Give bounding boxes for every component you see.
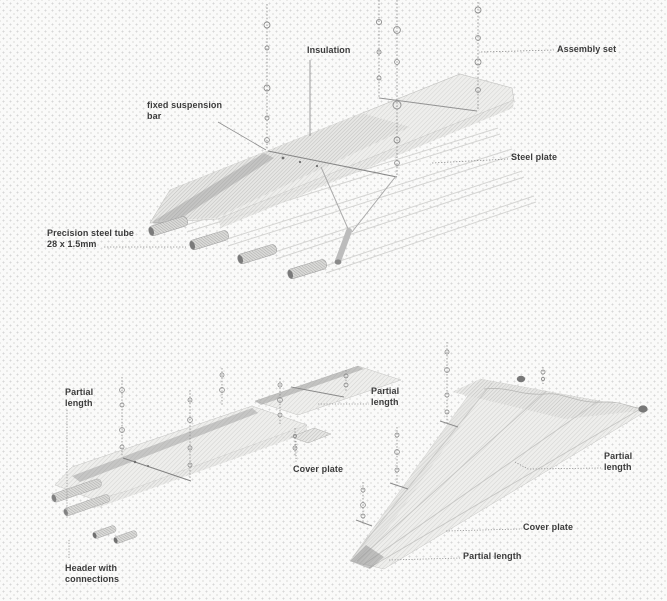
label-precision-steel-tube <box>47 228 134 250</box>
label-text: connections <box>65 574 120 584</box>
top-diagram <box>104 0 554 280</box>
connector-boss <box>517 376 525 382</box>
label-partial-length-mid <box>371 386 399 408</box>
label-text: 28 x 1.5mm <box>47 239 97 249</box>
chain <box>361 482 366 524</box>
label-text: length <box>371 397 399 407</box>
label-text: Steel plate <box>511 152 558 162</box>
label-assembly-set <box>557 44 616 55</box>
label-text: Cover plate <box>293 464 344 474</box>
chain <box>376 0 381 97</box>
label-text: fixed suspension <box>147 100 223 110</box>
assembly-set-leader <box>481 50 554 52</box>
label-fixed-suspension-bar <box>147 100 222 122</box>
label-text: Partial <box>371 386 400 396</box>
label-partial-length-right <box>604 451 632 473</box>
label-partial-length-lower <box>463 551 521 562</box>
label-text: length <box>604 462 632 472</box>
label-insulation <box>307 45 351 56</box>
label-text: Partial <box>604 451 633 461</box>
chain <box>445 342 450 424</box>
label-text: Partial <box>65 387 94 397</box>
connector-boss <box>638 405 647 412</box>
label-text: Cover plate <box>523 522 574 532</box>
precision-steel-tubes <box>148 216 328 280</box>
label-text: Assembly set <box>557 44 617 54</box>
label-cover-plate-right <box>523 522 573 533</box>
label-header-with-connections <box>65 563 119 585</box>
bottom-left-diagram <box>51 366 401 558</box>
label-partial-length-left <box>65 387 93 409</box>
label-text: Header with <box>65 563 118 573</box>
label-steel-plate <box>511 152 557 163</box>
label-text: Precision steel tube <box>47 228 135 238</box>
label-text: length <box>65 398 93 408</box>
fixed-suspension-bar-leader <box>218 122 266 150</box>
label-text: Insulation <box>307 45 351 55</box>
label-text: Partial length <box>463 551 522 561</box>
label-text: bar <box>147 111 162 121</box>
label-cover-plate-left <box>293 464 343 475</box>
chain <box>541 367 545 384</box>
chain <box>220 368 225 406</box>
chain <box>264 4 270 150</box>
chain <box>395 427 400 487</box>
chain <box>120 377 125 457</box>
cover-plate-leader <box>446 529 520 531</box>
